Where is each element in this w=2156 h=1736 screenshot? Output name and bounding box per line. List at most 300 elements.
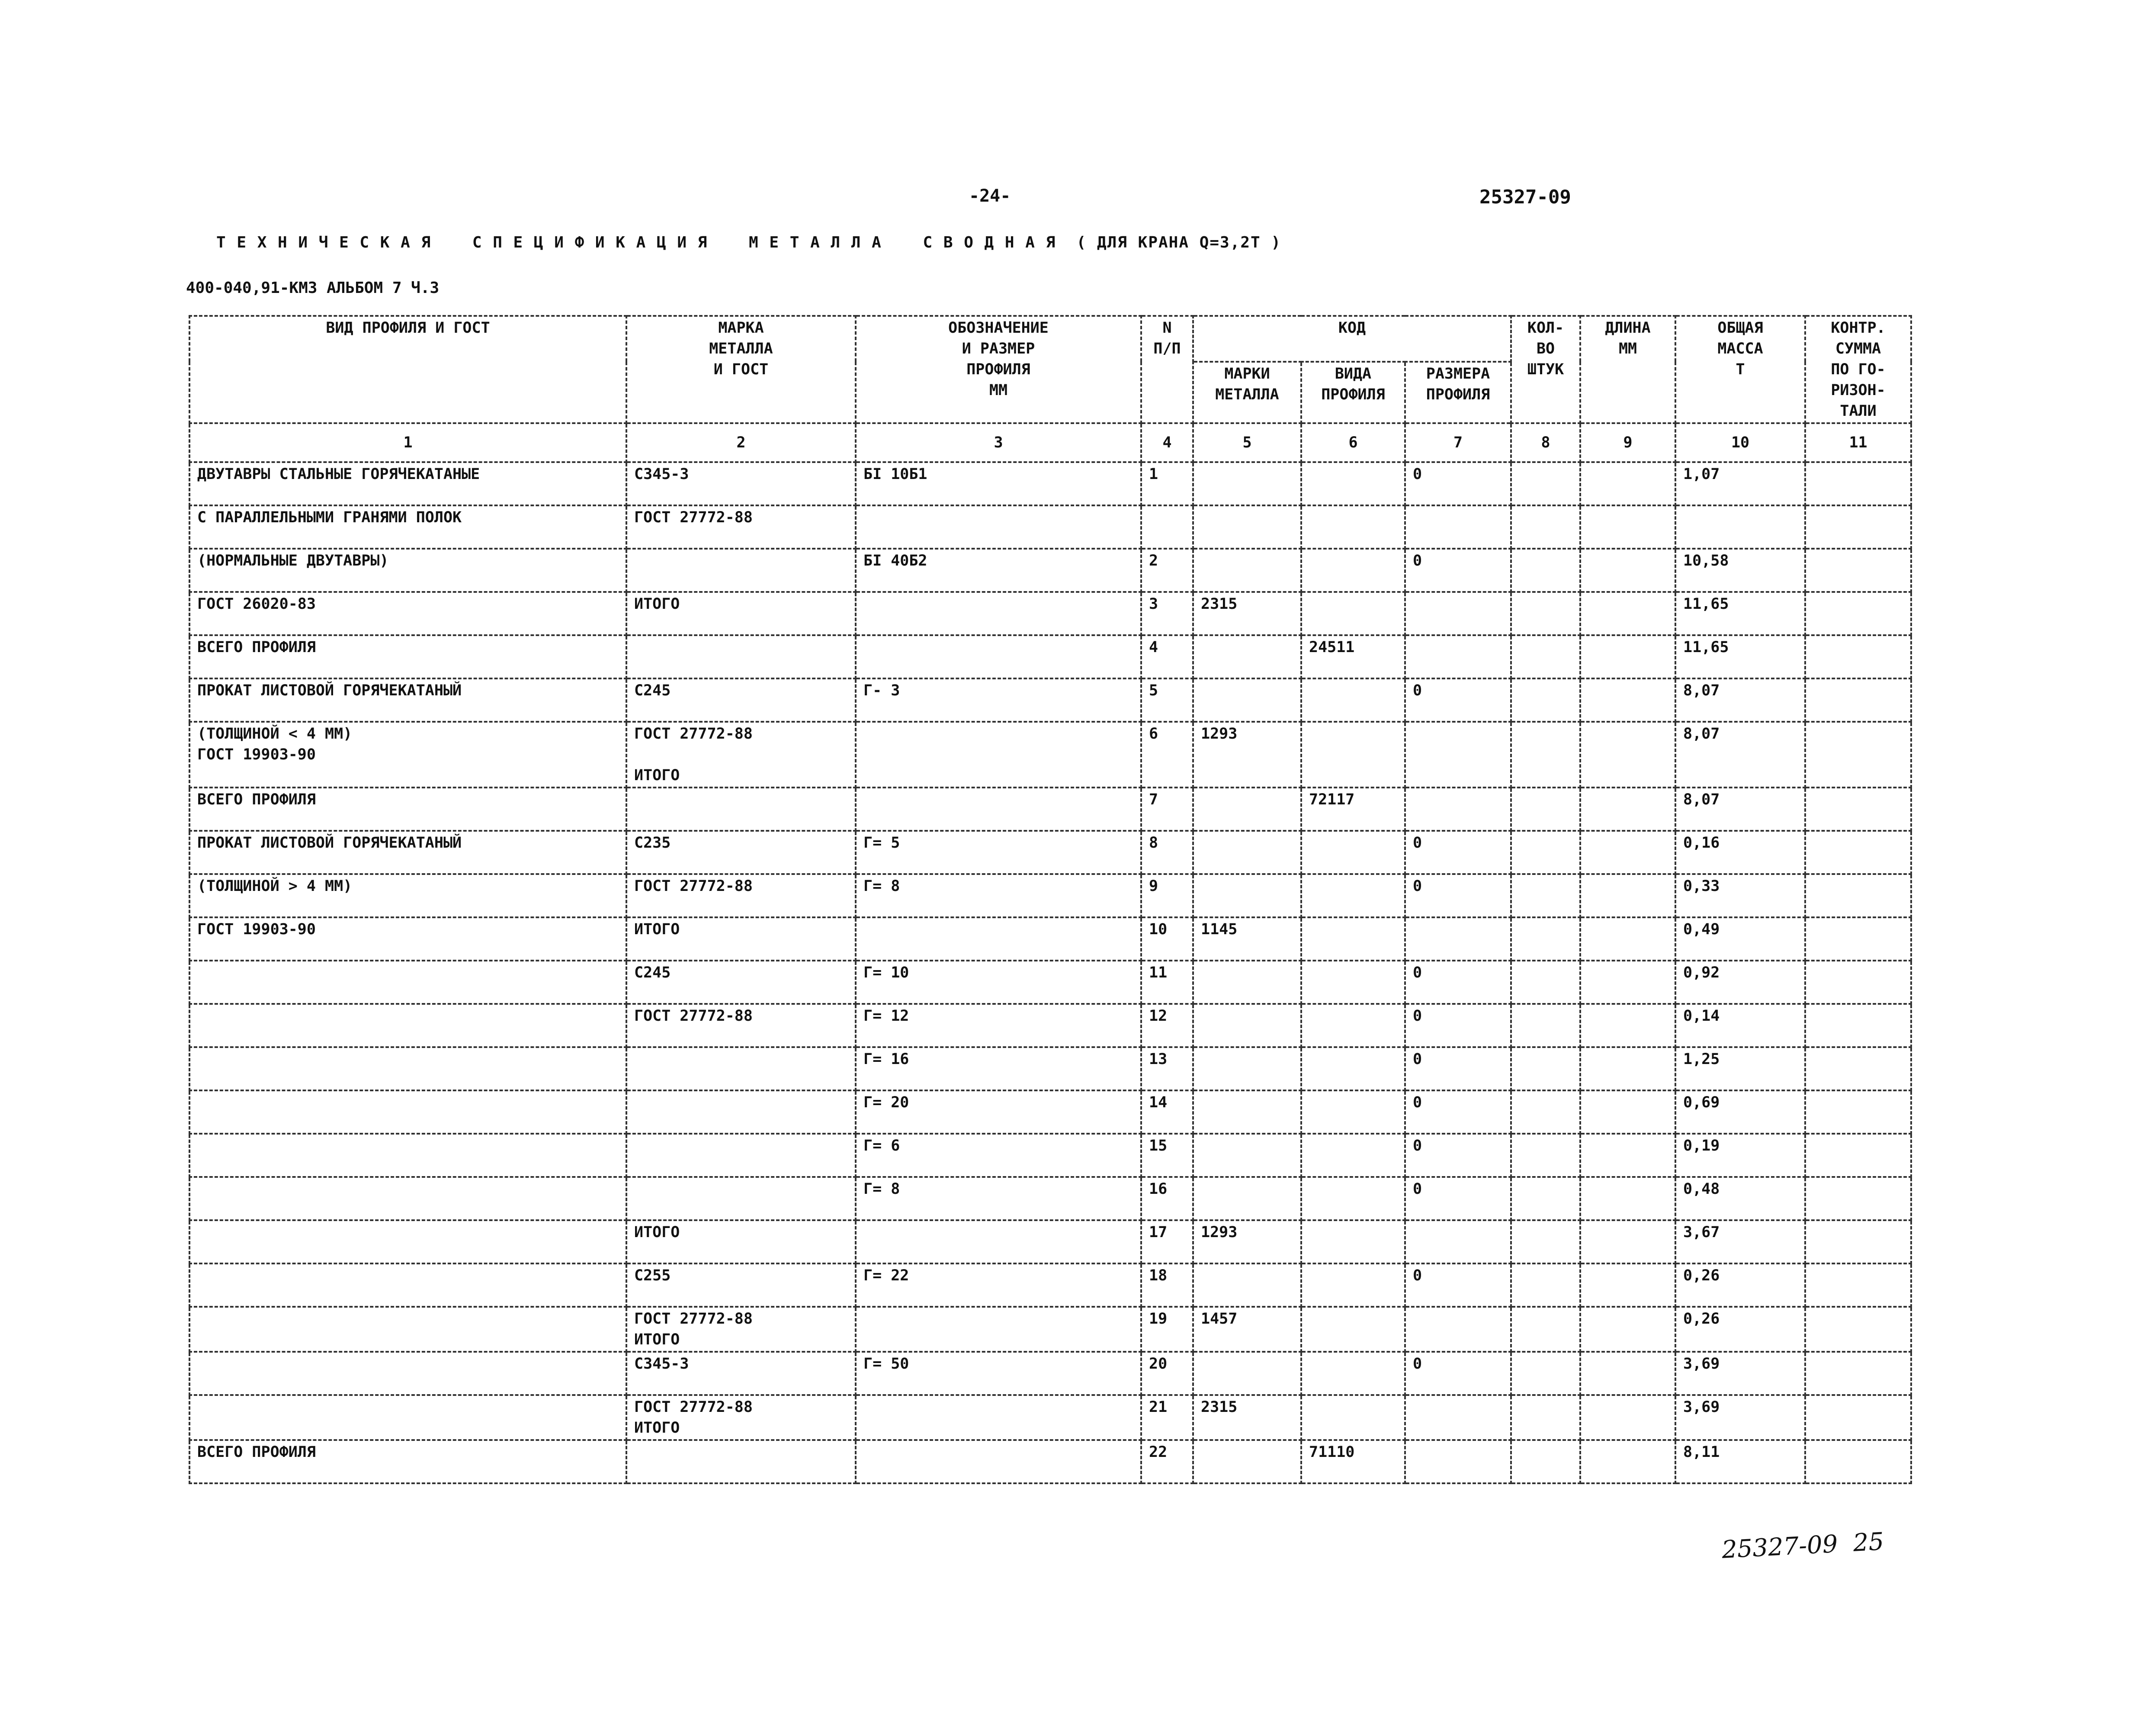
cell-npp: 6 <box>1141 722 1193 788</box>
cell-designation: Г= 5 <box>856 831 1141 874</box>
cell-length <box>1580 1307 1675 1352</box>
cell-npp: 9 <box>1141 874 1193 917</box>
header-designation: ОБОЗНАЧЕНИЕ И РАЗМЕР ПРОФИЛЯ ММ <box>856 316 1141 423</box>
cell-length <box>1580 635 1675 678</box>
table-row <box>189 1134 1911 1177</box>
table-row <box>189 1263 1911 1307</box>
table-row <box>189 1440 1911 1483</box>
column-number: 7 <box>1405 423 1511 462</box>
cell-metal-grade: С245 <box>626 678 856 722</box>
cell-mass: 1,07 <box>1675 462 1805 505</box>
cell-mass: 0,69 <box>1675 1090 1805 1134</box>
cell-qty <box>1511 874 1580 917</box>
cell-qty <box>1511 1134 1580 1177</box>
table-row <box>189 1352 1911 1395</box>
cell-code-size: 0 <box>1405 961 1511 1004</box>
cell-code-grade: 1293 <box>1193 722 1301 788</box>
cell-qty <box>1511 505 1580 549</box>
cell-designation: Г= 10 <box>856 961 1141 1004</box>
cell-qty <box>1511 831 1580 874</box>
cell-length <box>1580 1352 1675 1395</box>
cell-code-size <box>1405 1307 1511 1352</box>
cell-code-profile <box>1301 1263 1405 1307</box>
cell-designation <box>856 505 1141 549</box>
cell-code-profile <box>1301 874 1405 917</box>
cell-check-sum <box>1805 1177 1911 1220</box>
cell-qty <box>1511 462 1580 505</box>
cell-mass: 0,14 <box>1675 1004 1805 1047</box>
cell-qty <box>1511 722 1580 788</box>
cell-code-profile <box>1301 549 1405 592</box>
column-number: 6 <box>1301 423 1405 462</box>
table-row <box>189 1047 1911 1090</box>
cell-code-profile <box>1301 961 1405 1004</box>
cell-designation: Г= 16 <box>856 1047 1141 1090</box>
cell-code-grade: 1457 <box>1193 1307 1301 1352</box>
cell-npp: 13 <box>1141 1047 1193 1090</box>
cell-qty <box>1511 1263 1580 1307</box>
table-row <box>189 635 1911 678</box>
cell-metal-grade <box>626 635 856 678</box>
cell-metal-grade: ГОСТ 27772-88 <box>626 505 856 549</box>
cell-length <box>1580 874 1675 917</box>
cell-code-profile <box>1301 1134 1405 1177</box>
cell-profile <box>189 1263 626 1307</box>
cell-qty <box>1511 1177 1580 1220</box>
cell-length <box>1580 1220 1675 1263</box>
table-row <box>189 1004 1911 1047</box>
cell-code-profile: 72117 <box>1301 788 1405 831</box>
table-row <box>189 592 1911 635</box>
cell-metal-grade: С345-3 <box>626 462 856 505</box>
cell-code-size: 0 <box>1405 831 1511 874</box>
cell-check-sum <box>1805 1352 1911 1395</box>
cell-npp: 8 <box>1141 831 1193 874</box>
cell-profile: ПРОКАТ ЛИСТОВОЙ ГОРЯЧЕКАТАНЫЙ <box>189 831 626 874</box>
cell-code-profile <box>1301 592 1405 635</box>
cell-designation <box>856 917 1141 961</box>
cell-code-size <box>1405 788 1511 831</box>
cell-designation <box>856 592 1141 635</box>
table-row <box>189 549 1911 592</box>
cell-length <box>1580 1134 1675 1177</box>
cell-code-grade <box>1193 1004 1301 1047</box>
cell-check-sum <box>1805 635 1911 678</box>
cell-code-size: 0 <box>1405 549 1511 592</box>
cell-code-size <box>1405 505 1511 549</box>
cell-metal-grade <box>626 1440 856 1483</box>
header-qty: КОЛ- ВО ШТУК <box>1511 316 1580 423</box>
cell-code-grade: 2315 <box>1193 1395 1301 1440</box>
album-reference: 400-040,91-КМЗ АЛЬБОМ 7 Ч.3 <box>186 279 440 297</box>
cell-designation: Г= 6 <box>856 1134 1141 1177</box>
cell-profile: (ТОЛЩИНОЙ < 4 ММ) ГОСТ 19903-90 <box>189 722 626 788</box>
cell-profile: (ТОЛЩИНОЙ > 4 ММ) <box>189 874 626 917</box>
cell-designation <box>856 635 1141 678</box>
cell-profile <box>189 1047 626 1090</box>
cell-check-sum <box>1805 874 1911 917</box>
cell-profile <box>189 1004 626 1047</box>
cell-check-sum <box>1805 1263 1911 1307</box>
header-code-grade: МАРКИ МЕТАЛЛА <box>1193 362 1301 423</box>
cell-code-grade <box>1193 788 1301 831</box>
cell-profile: ВСЕГО ПРОФИЛЯ <box>189 635 626 678</box>
table-row <box>189 831 1911 874</box>
cell-length <box>1580 505 1675 549</box>
cell-profile: (НОРМАЛЬНЫЕ ДВУТАВРЫ) <box>189 549 626 592</box>
cell-mass: 0,92 <box>1675 961 1805 1004</box>
cell-length <box>1580 678 1675 722</box>
cell-npp: 14 <box>1141 1090 1193 1134</box>
cell-metal-grade <box>626 788 856 831</box>
cell-mass: 8,07 <box>1675 678 1805 722</box>
cell-mass: 11,65 <box>1675 635 1805 678</box>
cell-check-sum <box>1805 1047 1911 1090</box>
cell-metal-grade: ГОСТ 27772-88 ИТОГО <box>626 1395 856 1440</box>
cell-metal-grade <box>626 1134 856 1177</box>
cell-length <box>1580 961 1675 1004</box>
column-number: 2 <box>626 423 856 462</box>
cell-designation: БI 10Б1 <box>856 462 1141 505</box>
cell-profile: ГОСТ 26020-83 <box>189 592 626 635</box>
cell-profile <box>189 1134 626 1177</box>
cell-code-size: 0 <box>1405 678 1511 722</box>
table-row <box>189 1395 1911 1440</box>
cell-check-sum <box>1805 1440 1911 1483</box>
cell-designation: Г= 20 <box>856 1090 1141 1134</box>
header-length: ДЛИНА ММ <box>1580 316 1675 423</box>
cell-check-sum <box>1805 1134 1911 1177</box>
header-code-size: РАЗМЕРА ПРОФИЛЯ <box>1405 362 1511 423</box>
cell-metal-grade: ГОСТ 27772-88 ИТОГО <box>626 722 856 788</box>
cell-designation <box>856 1395 1141 1440</box>
cell-mass: 3,69 <box>1675 1395 1805 1440</box>
cell-code-profile <box>1301 1004 1405 1047</box>
cell-profile <box>189 1220 626 1263</box>
cell-mass: 0,33 <box>1675 874 1805 917</box>
column-number: 1 <box>189 423 626 462</box>
cell-profile <box>189 1090 626 1134</box>
cell-length <box>1580 1440 1675 1483</box>
cell-code-size: 0 <box>1405 1352 1511 1395</box>
cell-metal-grade <box>626 1177 856 1220</box>
cell-length <box>1580 1004 1675 1047</box>
cell-profile <box>189 1352 626 1395</box>
cell-mass: 10,58 <box>1675 549 1805 592</box>
cell-npp: 2 <box>1141 549 1193 592</box>
cell-qty <box>1511 678 1580 722</box>
cell-npp: 18 <box>1141 1263 1193 1307</box>
cell-metal-grade: С235 <box>626 831 856 874</box>
cell-code-profile: 24511 <box>1301 635 1405 678</box>
cell-profile <box>189 1307 626 1352</box>
document-title: Т Е Х Н И Ч Е С К А Я С П Е Ц И Ф И К А Ц И Я М Е Т А Л Л А С В О Д Н А Я ( ДЛЯ КРАНА Q=3,2Т ) <box>216 234 1282 251</box>
cell-code-profile <box>1301 917 1405 961</box>
cell-npp: 17 <box>1141 1220 1193 1263</box>
cell-mass: 3,67 <box>1675 1220 1805 1263</box>
cell-npp: 7 <box>1141 788 1193 831</box>
table-body <box>189 462 1911 1483</box>
cell-length <box>1580 788 1675 831</box>
cell-mass <box>1675 505 1805 549</box>
cell-designation: Г- 3 <box>856 678 1141 722</box>
cell-code-profile <box>1301 505 1405 549</box>
cell-qty <box>1511 1440 1580 1483</box>
cell-code-size <box>1405 917 1511 961</box>
table-row <box>189 961 1911 1004</box>
cell-check-sum <box>1805 961 1911 1004</box>
cell-profile: ПРОКАТ ЛИСТОВОЙ ГОРЯЧЕКАТАНЫЙ <box>189 678 626 722</box>
cell-mass: 0,49 <box>1675 917 1805 961</box>
cell-qty <box>1511 635 1580 678</box>
cell-mass: 0,26 <box>1675 1263 1805 1307</box>
cell-code-size: 0 <box>1405 1047 1511 1090</box>
table-row <box>189 462 1911 505</box>
cell-profile: ВСЕГО ПРОФИЛЯ <box>189 1440 626 1483</box>
column-number: 10 <box>1675 423 1805 462</box>
cell-designation <box>856 788 1141 831</box>
cell-qty <box>1511 1047 1580 1090</box>
cell-metal-grade <box>626 549 856 592</box>
cell-check-sum <box>1805 722 1911 788</box>
cell-code-profile <box>1301 1220 1405 1263</box>
cell-profile <box>189 1177 626 1220</box>
cell-npp: 5 <box>1141 678 1193 722</box>
cell-metal-grade: С245 <box>626 961 856 1004</box>
table-row <box>189 1307 1911 1352</box>
cell-code-profile <box>1301 678 1405 722</box>
cell-length <box>1580 592 1675 635</box>
cell-code-profile <box>1301 831 1405 874</box>
cell-length <box>1580 917 1675 961</box>
cell-check-sum <box>1805 917 1911 961</box>
table-row <box>189 1220 1911 1263</box>
cell-qty <box>1511 788 1580 831</box>
cell-metal-grade: С255 <box>626 1263 856 1307</box>
cell-profile: ВСЕГО ПРОФИЛЯ <box>189 788 626 831</box>
cell-metal-grade: ИТОГО <box>626 1220 856 1263</box>
column-number: 9 <box>1580 423 1675 462</box>
cell-code-size: 0 <box>1405 462 1511 505</box>
cell-npp: 10 <box>1141 917 1193 961</box>
cell-mass: 0,19 <box>1675 1134 1805 1177</box>
cell-check-sum <box>1805 1307 1911 1352</box>
cell-npp: 19 <box>1141 1307 1193 1352</box>
cell-npp: 21 <box>1141 1395 1193 1440</box>
cell-check-sum <box>1805 592 1911 635</box>
cell-code-grade <box>1193 1440 1301 1483</box>
cell-code-size: 0 <box>1405 1177 1511 1220</box>
cell-code-grade <box>1193 874 1301 917</box>
cell-metal-grade: ИТОГО <box>626 917 856 961</box>
cell-code-grade <box>1193 462 1301 505</box>
cell-npp: 11 <box>1141 961 1193 1004</box>
header-check-sum: КОНТР. СУММА ПО ГО- РИЗОН- ТАЛИ <box>1805 316 1911 423</box>
cell-code-size: 0 <box>1405 874 1511 917</box>
cell-qty <box>1511 1220 1580 1263</box>
cell-code-grade <box>1193 831 1301 874</box>
column-number: 11 <box>1805 423 1911 462</box>
column-number: 4 <box>1141 423 1193 462</box>
cell-code-grade <box>1193 1090 1301 1134</box>
cell-code-grade: 1293 <box>1193 1220 1301 1263</box>
cell-npp: 12 <box>1141 1004 1193 1047</box>
specification-table <box>189 315 1912 1484</box>
cell-length <box>1580 831 1675 874</box>
cell-check-sum <box>1805 1090 1911 1134</box>
cell-code-grade: 2315 <box>1193 592 1301 635</box>
cell-code-profile <box>1301 1047 1405 1090</box>
cell-mass: 8,07 <box>1675 788 1805 831</box>
column-number: 8 <box>1511 423 1580 462</box>
cell-check-sum <box>1805 549 1911 592</box>
cell-designation <box>856 1307 1141 1352</box>
cell-code-profile <box>1301 1395 1405 1440</box>
table-row <box>189 788 1911 831</box>
cell-qty <box>1511 1352 1580 1395</box>
header-code-profile: ВИДА ПРОФИЛЯ <box>1301 362 1405 423</box>
cell-designation: Г= 8 <box>856 874 1141 917</box>
column-numbers-row <box>189 423 1911 462</box>
cell-metal-grade: ГОСТ 27772-88 <box>626 1004 856 1047</box>
cell-mass: 3,69 <box>1675 1352 1805 1395</box>
cell-mass: 0,16 <box>1675 831 1805 874</box>
cell-npp: 1 <box>1141 462 1193 505</box>
cell-code-size: 0 <box>1405 1134 1511 1177</box>
cell-qty <box>1511 917 1580 961</box>
cell-code-size <box>1405 722 1511 788</box>
header-npp: N П/П <box>1141 316 1193 423</box>
cell-code-size: 0 <box>1405 1004 1511 1047</box>
handwritten-note: 25327-09 25 <box>1721 1527 1885 1564</box>
cell-check-sum <box>1805 1004 1911 1047</box>
cell-mass: 0,48 <box>1675 1177 1805 1220</box>
cell-designation <box>856 1220 1141 1263</box>
table-row <box>189 505 1911 549</box>
cell-code-size <box>1405 635 1511 678</box>
cell-metal-grade: ГОСТ 27772-88 ИТОГО <box>626 1307 856 1352</box>
cell-npp: 4 <box>1141 635 1193 678</box>
cell-designation: БI 40Б2 <box>856 549 1141 592</box>
cell-check-sum <box>1805 678 1911 722</box>
cell-check-sum <box>1805 1395 1911 1440</box>
cell-qty <box>1511 1090 1580 1134</box>
cell-npp: 16 <box>1141 1177 1193 1220</box>
cell-qty <box>1511 1307 1580 1352</box>
cell-code-grade <box>1193 635 1301 678</box>
cell-profile: ДВУТАВРЫ СТАЛЬНЫЕ ГОРЯЧЕКАТАНЫЕ <box>189 462 626 505</box>
cell-code-size <box>1405 592 1511 635</box>
cell-mass: 0,26 <box>1675 1307 1805 1352</box>
cell-designation <box>856 722 1141 788</box>
cell-npp: 3 <box>1141 592 1193 635</box>
table-row <box>189 874 1911 917</box>
column-number: 5 <box>1193 423 1301 462</box>
cell-npp: 20 <box>1141 1352 1193 1395</box>
page-number: -24- <box>969 186 1011 206</box>
cell-code-profile <box>1301 462 1405 505</box>
table-row <box>189 917 1911 961</box>
cell-mass: 11,65 <box>1675 592 1805 635</box>
cell-designation: Г= 8 <box>856 1177 1141 1220</box>
cell-npp <box>1141 505 1193 549</box>
cell-qty <box>1511 549 1580 592</box>
cell-length <box>1580 1395 1675 1440</box>
cell-code-grade <box>1193 1263 1301 1307</box>
cell-designation: Г= 22 <box>856 1263 1141 1307</box>
header-mass: ОБЩАЯ МАССА Т <box>1675 316 1805 423</box>
cell-code-profile <box>1301 722 1405 788</box>
cell-code-size <box>1405 1220 1511 1263</box>
cell-mass: 8,07 <box>1675 722 1805 788</box>
cell-npp: 22 <box>1141 1440 1193 1483</box>
cell-length <box>1580 1090 1675 1134</box>
header-profile-gost: ВИД ПРОФИЛЯ И ГОСТ <box>189 316 626 423</box>
cell-code-size: 0 <box>1405 1263 1511 1307</box>
document-code: 25327-09 <box>1479 186 1571 208</box>
column-number: 3 <box>856 423 1141 462</box>
table-row <box>189 1177 1911 1220</box>
cell-check-sum <box>1805 831 1911 874</box>
cell-code-profile <box>1301 1307 1405 1352</box>
header-code: КОД <box>1193 316 1511 362</box>
cell-profile <box>189 961 626 1004</box>
cell-profile: С ПАРАЛЛЕЛЬНЫМИ ГРАНЯМИ ПОЛОК <box>189 505 626 549</box>
cell-profile: ГОСТ 19903-90 <box>189 917 626 961</box>
cell-code-grade <box>1193 678 1301 722</box>
cell-length <box>1580 462 1675 505</box>
cell-profile <box>189 1395 626 1440</box>
cell-metal-grade: ГОСТ 27772-88 <box>626 874 856 917</box>
header-metal-grade: МАРКА МЕТАЛЛА И ГОСТ <box>626 316 856 423</box>
table-row <box>189 722 1911 788</box>
cell-code-grade <box>1193 1047 1301 1090</box>
cell-code-grade: 1145 <box>1193 917 1301 961</box>
cell-npp: 15 <box>1141 1134 1193 1177</box>
cell-mass: 8,11 <box>1675 1440 1805 1483</box>
cell-designation: Г= 12 <box>856 1004 1141 1047</box>
cell-check-sum <box>1805 462 1911 505</box>
cell-code-size <box>1405 1440 1511 1483</box>
table-row <box>189 678 1911 722</box>
cell-code-grade <box>1193 1134 1301 1177</box>
cell-qty <box>1511 1395 1580 1440</box>
cell-designation <box>856 1440 1141 1483</box>
cell-code-profile <box>1301 1090 1405 1134</box>
cell-metal-grade: С345-3 <box>626 1352 856 1395</box>
cell-check-sum <box>1805 505 1911 549</box>
cell-qty <box>1511 592 1580 635</box>
cell-metal-grade: ИТОГО <box>626 592 856 635</box>
cell-length <box>1580 722 1675 788</box>
cell-mass: 1,25 <box>1675 1047 1805 1090</box>
cell-metal-grade <box>626 1047 856 1090</box>
cell-designation: Г= 50 <box>856 1352 1141 1395</box>
cell-code-profile <box>1301 1352 1405 1395</box>
cell-qty <box>1511 961 1580 1004</box>
cell-check-sum <box>1805 1220 1911 1263</box>
cell-code-grade <box>1193 549 1301 592</box>
cell-length <box>1580 1263 1675 1307</box>
cell-metal-grade <box>626 1090 856 1134</box>
cell-qty <box>1511 1004 1580 1047</box>
cell-code-size <box>1405 1395 1511 1440</box>
cell-length <box>1580 1177 1675 1220</box>
cell-code-grade <box>1193 961 1301 1004</box>
cell-check-sum <box>1805 788 1911 831</box>
cell-code-grade <box>1193 505 1301 549</box>
cell-code-profile: 71110 <box>1301 1440 1405 1483</box>
